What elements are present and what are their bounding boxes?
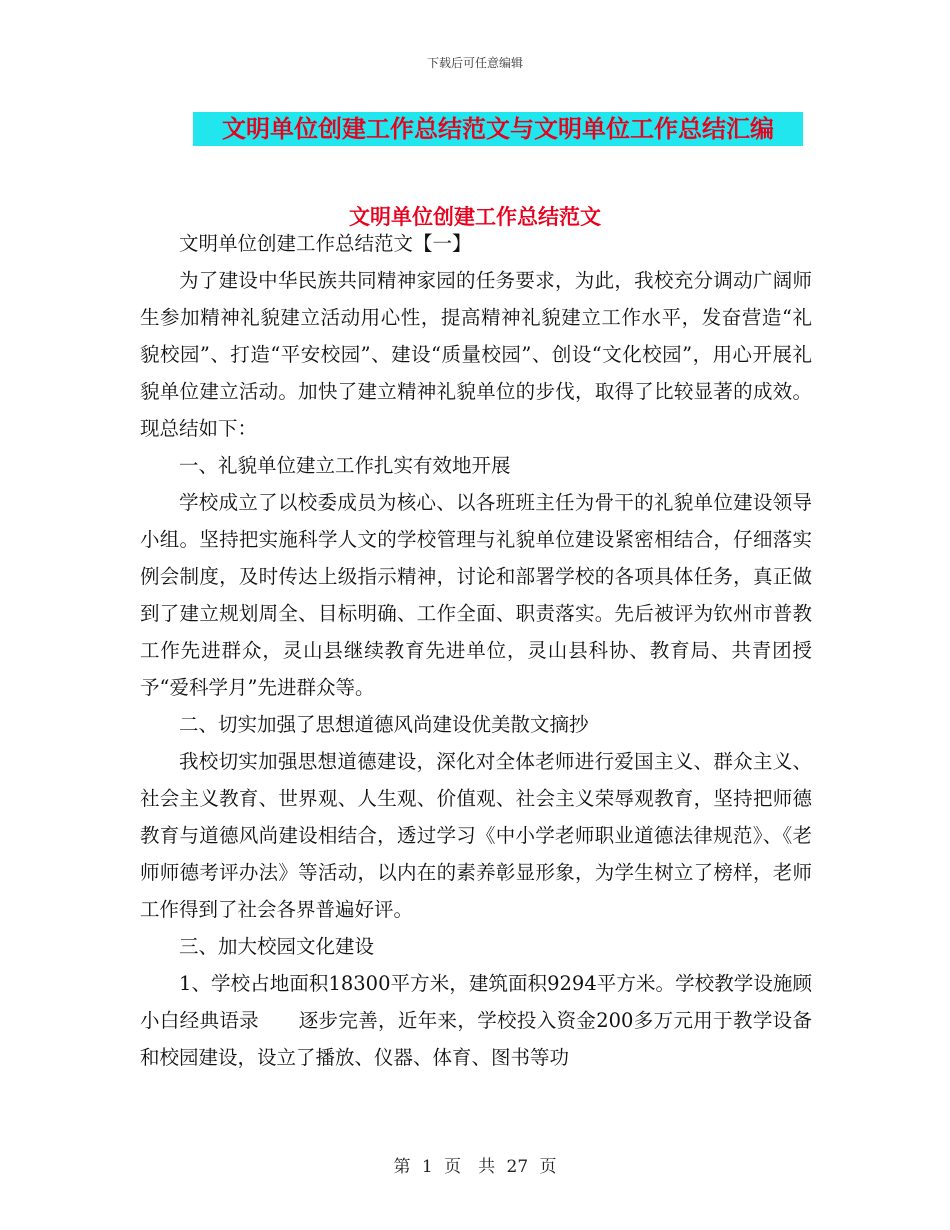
- footer-page-total: 27: [506, 1157, 529, 1177]
- paragraph-heading-1: 一、礼貌单位建立工作扎实有效地开展: [179, 454, 511, 477]
- main-title: 文明单位创建工作总结范文与文明单位工作总结汇编: [193, 112, 803, 146]
- paragraph-heading-2: 二、切实加强了思想道德风尚建设优美散文摘抄: [179, 713, 589, 736]
- paragraph-body-2: 我校切实加强思想道德建设，深化对全体老师进行爱国主义、群众主义、社会主义教育、世界观、人生观、价值观、社会主义荣辱观教育，坚持把师德教育与道德风尚建设相结合，透过学习《中小学老师职业道德法律规范》、《老师师德考评办法》等活动，以内在的素养彰显形象，为学生树立了榜样，老师工作得到了社会各界普遍好评。: [140, 750, 812, 921]
- section-title: 文明单位创建工作总结范文: [349, 204, 601, 229]
- paragraph-intro: 为了建设中华民族共同精神家园的任务要求，为此，我校充分调动广阔师生参加精神礼貌建立活动用心性，提高精神礼貌建立工作水平，发奋营造“礼貌校园”、打造“平安校园”、建设“质量校园”、创设“文化校园”，用心开展礼貌单位建立活动。加快了建立精神礼貌单位的步伐，取得了比较显著的成效。现总结如下：: [140, 269, 812, 440]
- paragraph-subtitle: 文明单位创建工作总结范文【一】: [179, 232, 472, 255]
- page-footer: [0, 1152, 950, 1177]
- header-note: 下载后可任意编辑: [426, 56, 523, 70]
- footer-page-mid: 页 共: [444, 1157, 496, 1177]
- footer-page-prefix: 第: [393, 1157, 411, 1177]
- paragraph-body-3: 1、学校占地面积18300平方米，建筑面积9294平方米。学校教学设施顾小白经典语录 逐步完善，近年来，学校投入资金200多万元用于教学设备和校园建设，设立了播放、仪器、体育、图书等功: [140, 972, 812, 1069]
- footer-page-number: 1: [421, 1157, 433, 1177]
- footer-page-suffix: 页: [539, 1157, 557, 1177]
- paragraph-body-1: 学校成立了以校委成员为核心、以各班班主任为骨干的礼貌单位建设领导小组。坚持把实施科学人文的学校管理与礼貌单位建设紧密相结合，仔细落实例会制度，及时传达上级指示精神，讨论和部署学校的各项具体任务，真正做到了建立规划周全、目标明确、工作全面、职责落实。先后被评为钦州市普教工作先进群众，灵山县继续教育先进单位，灵山县科协、教育局、共青团授予“爱科学月”先进群众等。: [140, 491, 812, 699]
- paragraph-heading-3: 三、加大校园文化建设: [179, 935, 375, 958]
- body-text: [140, 225, 812, 1076]
